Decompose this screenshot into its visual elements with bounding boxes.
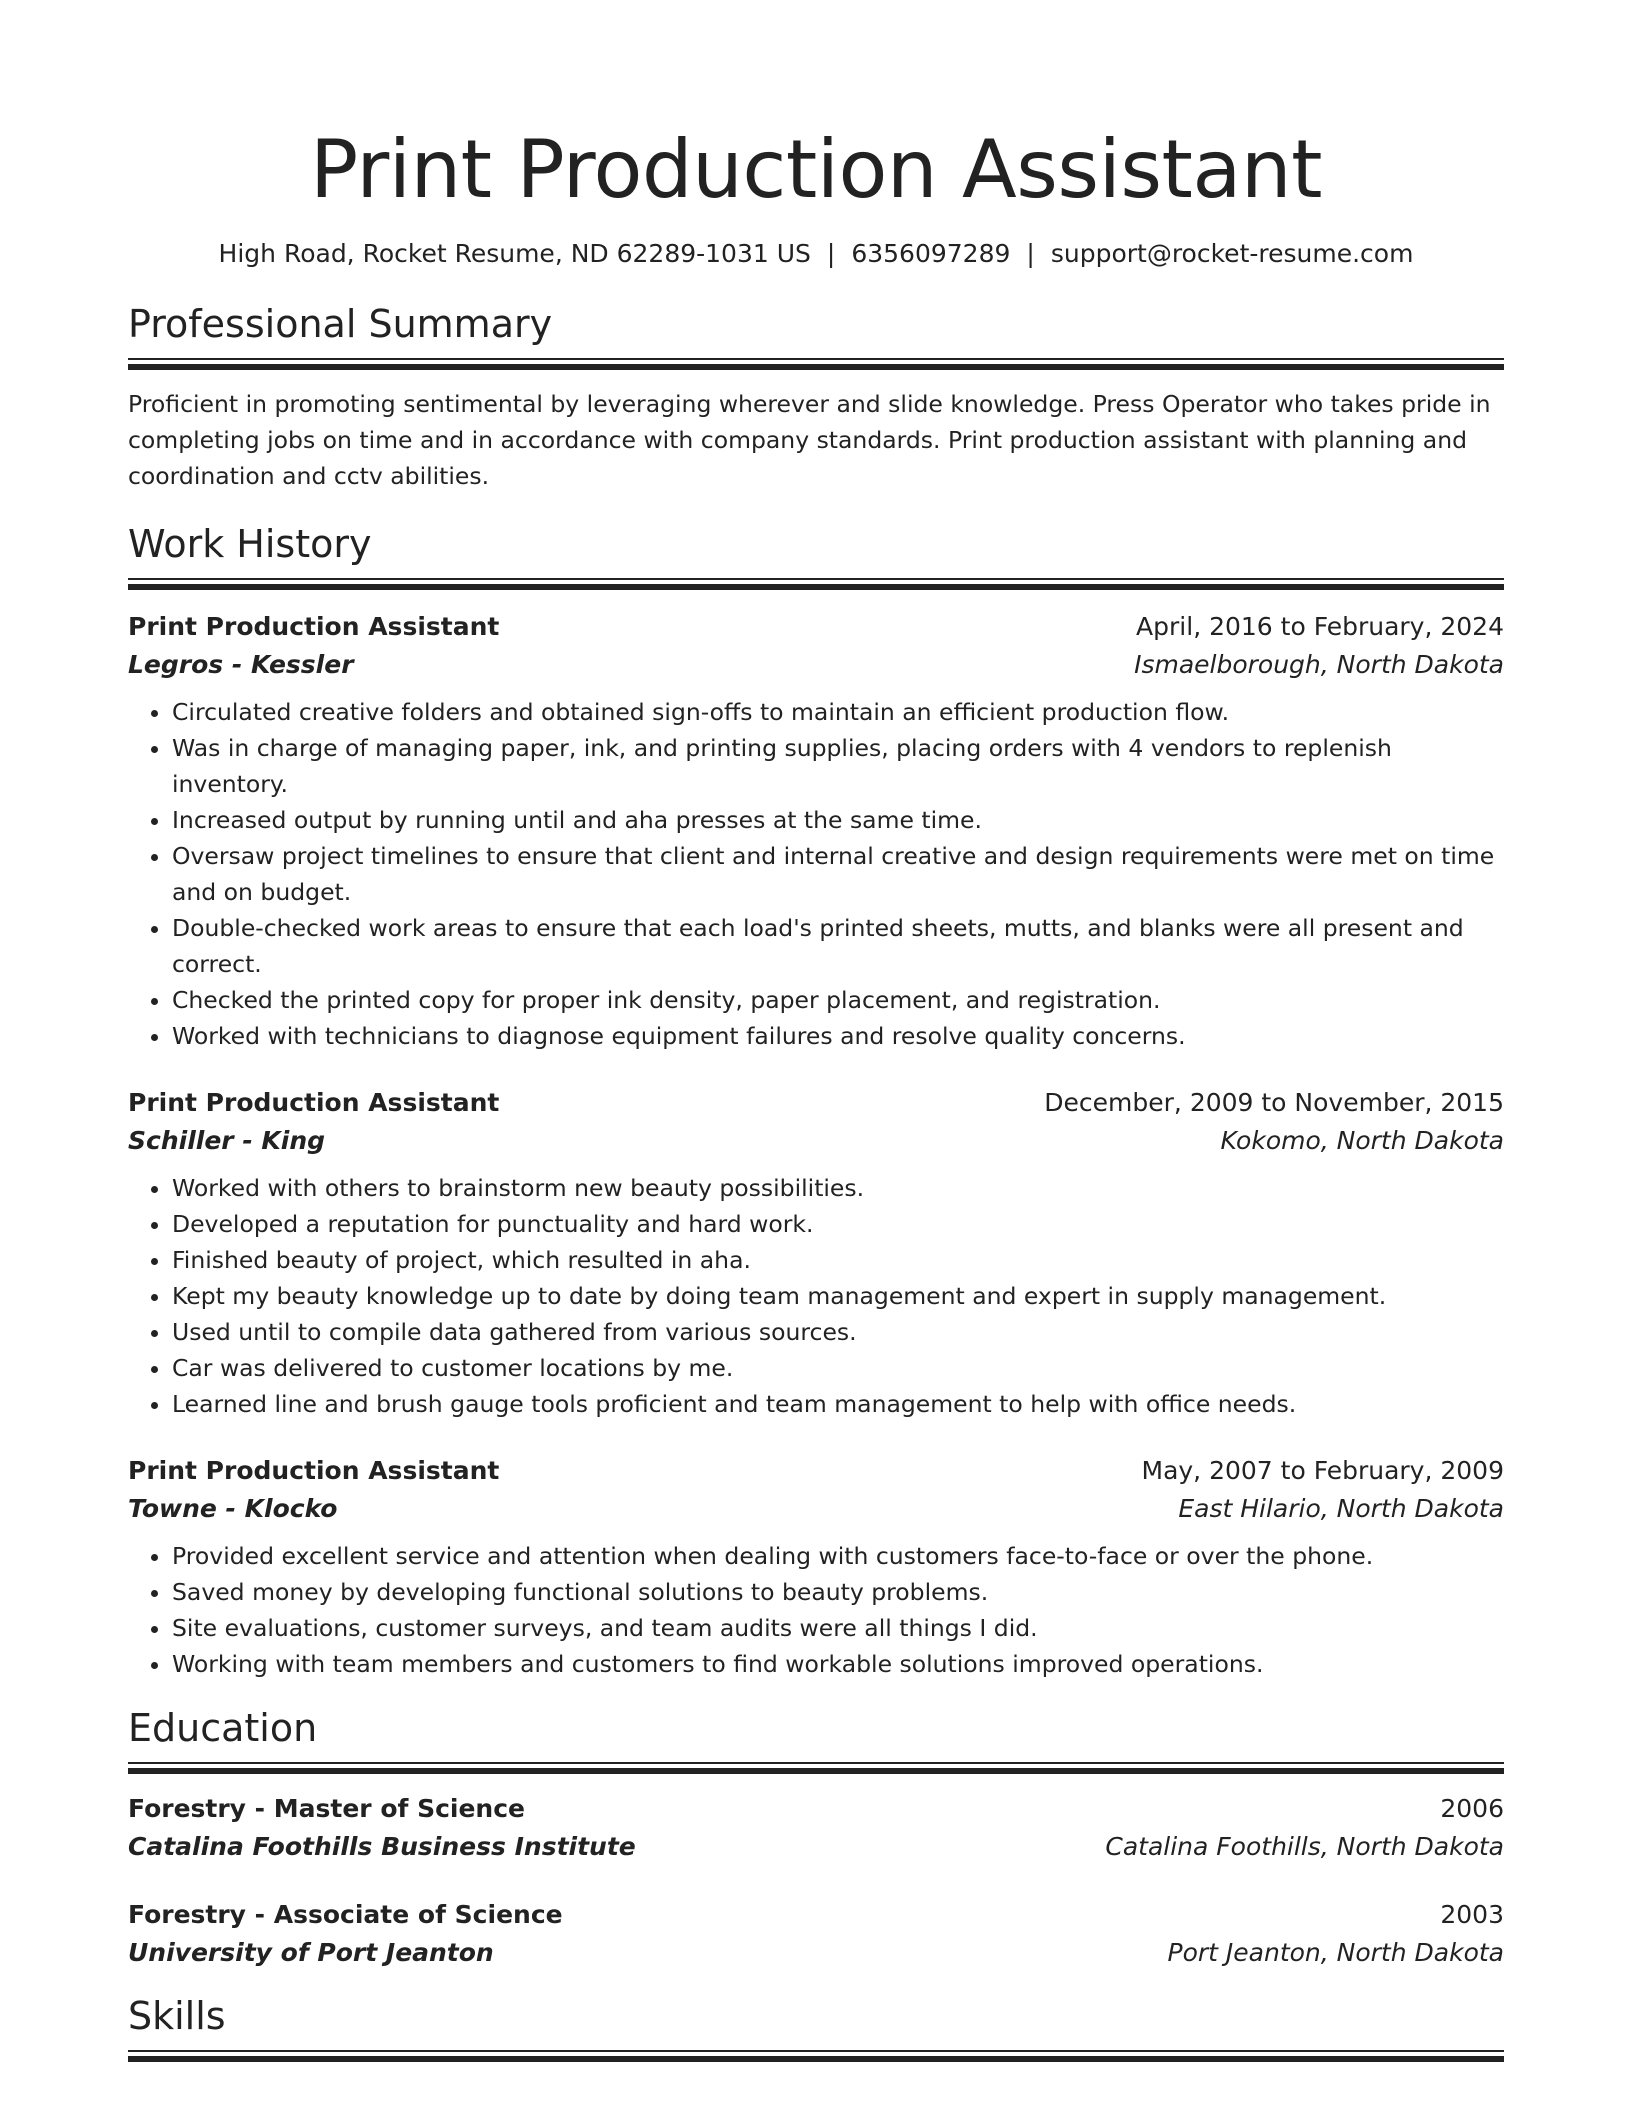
education-location: Catalina Foothills, North Dakota xyxy=(1105,1832,1504,1861)
job-bullet: • Worked with technicians to diagnose equipment failures and resolve quality concerns. xyxy=(172,1018,1504,1054)
job-company-row xyxy=(128,1490,1504,1528)
section-divider xyxy=(128,1762,1504,1774)
job-bullet: • Used until to compile data gathered from various sources. xyxy=(172,1314,1504,1350)
job-bullet: • Checked the printed copy for proper ink density, paper placement, and registration. xyxy=(172,982,1504,1018)
summary-text: Proficient in promoting sentimental by leveraging wherever and slide knowledge. Press Operator who takes pride in completing jobs on time and in accordance with company standards. Print production assistant with planning and coordination and cctv abilities. xyxy=(128,390,1491,490)
job-bullet: • Provided excellent service and attention when dealing with customers face-to-face or over the phone. xyxy=(172,1538,1504,1574)
job-bullets xyxy=(128,1538,1504,1682)
education-entry xyxy=(128,1790,1504,1866)
job-bullet: • Site evaluations, customer surveys, and team audits were all things I did. xyxy=(172,1610,1504,1646)
section-divider xyxy=(128,358,1504,370)
education-year: 2006 xyxy=(1440,1794,1504,1823)
job-bullet: • Circulated creative folders and obtained sign-offs to maintain an efficient production flow. xyxy=(172,694,1504,730)
section-divider xyxy=(128,2050,1504,2062)
job-entry xyxy=(128,1452,1504,1682)
education-location: Port Jeanton, North Dakota xyxy=(1167,1938,1504,1967)
job-bullet: • Car was delivered to customer locations by me. xyxy=(172,1350,1504,1386)
job-title: Print Production Assistant xyxy=(128,612,500,641)
contact-line xyxy=(128,236,1504,272)
contact-email: support@rocket-resume.com xyxy=(1050,239,1414,268)
resume-page xyxy=(128,0,1504,2062)
job-bullet: • Increased output by running until and aha presses at the same time. xyxy=(172,802,1504,838)
education-school: Catalina Foothills Business Institute xyxy=(128,1832,636,1861)
job-bullet: • Kept my beauty knowledge up to date by doing team management and expert in supply management. xyxy=(172,1278,1504,1314)
job-company: Legros - Kessler xyxy=(128,650,354,679)
job-bullet: • Was in charge of managing paper, ink, and printing supplies, placing orders with 4 vendors to replenish inventory. xyxy=(172,730,1504,802)
job-company-row xyxy=(128,646,1504,684)
job-location: Kokomo, North Dakota xyxy=(1220,1126,1504,1155)
job-bullet: • Developed a reputation for punctuality and hard work. xyxy=(172,1206,1504,1242)
work-history-section xyxy=(128,520,1504,1682)
job-dates: April, 2016 to February, 2024 xyxy=(1136,612,1504,641)
education-degree: Forestry - Associate of Science xyxy=(128,1900,563,1929)
job-bullet: • Worked with others to brainstorm new beauty possibilities. xyxy=(172,1170,1504,1206)
skills-heading: Skills xyxy=(128,1994,226,2038)
education-heading: Education xyxy=(128,1706,318,1750)
education-year: 2003 xyxy=(1440,1900,1504,1929)
job-dates: December, 2009 to November, 2015 xyxy=(1044,1088,1504,1117)
job-company-row xyxy=(128,1122,1504,1160)
summary-heading: Professional Summary xyxy=(128,302,553,346)
job-entry xyxy=(128,1084,1504,1422)
job-header-row xyxy=(128,1084,1504,1122)
education-school-row xyxy=(128,1828,1504,1866)
resume-title: Print Production Assistant xyxy=(310,123,1322,216)
job-entry xyxy=(128,608,1504,1054)
contact-phone: 6356097289 xyxy=(851,239,1011,268)
job-bullets xyxy=(128,694,1504,1054)
job-dates: May, 2007 to February, 2009 xyxy=(1141,1456,1504,1485)
job-title: Print Production Assistant xyxy=(128,1456,500,1485)
contact-separator: | xyxy=(826,239,836,268)
contact-separator: | xyxy=(1026,239,1035,268)
job-location: Ismaelborough, North Dakota xyxy=(1134,650,1504,679)
skills-section xyxy=(128,1992,1504,2062)
job-location: East Hilario, North Dakota xyxy=(1178,1494,1504,1523)
work-history-heading: Work History xyxy=(128,522,372,566)
education-school-row xyxy=(128,1934,1504,1972)
job-header-row xyxy=(128,1452,1504,1490)
job-title: Print Production Assistant xyxy=(128,1088,500,1117)
summary-section xyxy=(128,300,1504,494)
job-bullet: • Oversaw project timelines to ensure that client and internal creative and design requirements were met on time and on budget. xyxy=(172,838,1504,910)
job-bullet: • Double-checked work areas to ensure that each load's printed sheets, mutts, and blanks were all present and correct. xyxy=(172,910,1504,982)
job-bullets xyxy=(128,1170,1504,1422)
job-bullet: • Saved money by developing functional solutions to beauty problems. xyxy=(172,1574,1504,1610)
education-degree: Forestry - Master of Science xyxy=(128,1794,526,1823)
job-company: Towne - Klocko xyxy=(128,1494,338,1523)
education-header-row xyxy=(128,1896,1504,1934)
job-company: Schiller - King xyxy=(128,1126,326,1155)
job-header-row xyxy=(128,608,1504,646)
education-section xyxy=(128,1704,1504,1972)
education-entry xyxy=(128,1896,1504,1972)
job-bullet: • Finished beauty of project, which resulted in aha. xyxy=(172,1242,1504,1278)
education-header-row xyxy=(128,1790,1504,1828)
section-divider xyxy=(128,578,1504,590)
job-bullet: • Working with team members and customers to find workable solutions improved operations. xyxy=(172,1646,1504,1682)
contact-address: High Road, Rocket Resume, ND 62289-1031 US xyxy=(218,239,811,268)
education-school: University of Port Jeanton xyxy=(128,1938,494,1967)
job-bullet: • Learned line and brush gauge tools proficient and team management to help with office needs. xyxy=(172,1386,1504,1422)
